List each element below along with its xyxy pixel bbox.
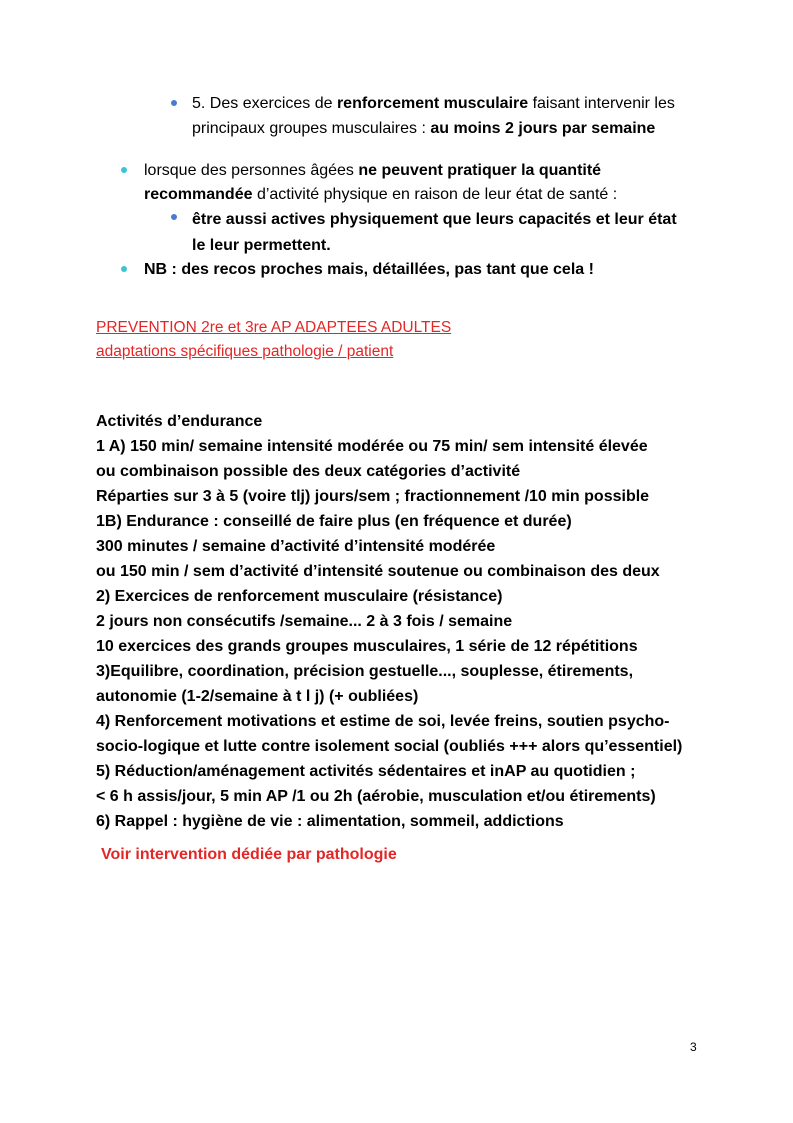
- recommendation-line: < 6 h assis/jour, 5 min AP /1 ou 2h (aérobie, musculation et/ou étirements): [96, 788, 656, 805]
- text-span: principaux groupes musculaires :: [192, 120, 431, 137]
- page-number: 3: [690, 1040, 697, 1054]
- nb-note: NB : des recos proches mais, détaillées, pas tant que cela !: [144, 261, 594, 278]
- bold-text: au moins 2 jours par semaine: [430, 120, 656, 137]
- text-span: lorsque des personnes âgées: [144, 162, 359, 179]
- list-item-strength-line2: [192, 117, 655, 141]
- list-item-elderly-line2: [144, 183, 617, 207]
- sub-item-line2: le leur permettent.: [192, 237, 331, 254]
- list-item-strength-line1: [192, 92, 675, 116]
- recommendation-line: autonomie (1-2/semaine à t l j) (+ oubliées): [96, 688, 419, 705]
- bullet-icon: [121, 167, 127, 173]
- recommendation-line: 4) Renforcement motivations et estime de soi, levée freins, soutien psycho-: [96, 713, 670, 730]
- voir-intervention-note: Voir intervention dédiée par pathologie: [101, 846, 397, 863]
- text-span: d’activité physique en raison de leur état de santé :: [252, 186, 618, 203]
- text-span: faisant intervenir les: [528, 95, 675, 112]
- recommendation-line: Réparties sur 3 à 5 (voire tlj) jours/sem ; fractionnement /10 min possible: [96, 488, 650, 505]
- bold-text: ne peuvent pratiquer la quantité: [358, 162, 602, 179]
- bullet-icon: [171, 214, 177, 220]
- list-item-elderly-line1: [144, 159, 601, 183]
- recommendation-line: 1 A) 150 min/ semaine intensité modérée ou 75 min/ sem intensité élevée: [96, 438, 648, 455]
- recommendation-line: 2) Exercices de renforcement musculaire (résistance): [96, 588, 503, 605]
- recommendation-line: 1B) Endurance : conseillé de faire plus (en fréquence et durée): [96, 513, 572, 530]
- recommendation-line: ou combinaison possible des deux catégories d’activité: [96, 463, 521, 480]
- bullet-icon: [121, 266, 127, 272]
- recommendation-line: 3)Equilibre, coordination, précision gestuelle..., souplesse, étirements,: [96, 663, 634, 680]
- recommendation-line: 6) Rappel : hygiène de vie : alimentation, sommeil, addictions: [96, 813, 564, 830]
- recommendation-line: ou 150 min / sem d’activité d’intensité soutenue ou combinaison des deux: [96, 563, 660, 580]
- recommendation-line: socio-logique et lutte contre isolement social (oubliés +++ alors qu’essentiel): [96, 738, 683, 755]
- bold-text: recommandée: [144, 186, 253, 203]
- bullet-icon: [171, 100, 177, 106]
- text-span: 5. Des exercices de: [192, 95, 337, 112]
- recommendation-line: 2 jours non consécutifs /semaine... 2 à 3 fois / semaine: [96, 613, 513, 630]
- adaptations-link[interactable]: adaptations spécifiques pathologie / patient: [96, 343, 394, 360]
- recommendation-line: 300 minutes / semaine d’activité d’intensité modérée: [96, 538, 496, 555]
- bold-text: renforcement musculaire: [336, 95, 529, 112]
- recommendation-line: Activités d’endurance: [96, 413, 263, 430]
- recommendation-line: 10 exercices des grands groupes musculaires, 1 série de 12 répétitions: [96, 638, 638, 655]
- sub-item-line1: être aussi actives physiquement que leurs capacités et leur état: [192, 211, 677, 228]
- recommendation-line: 5) Réduction/aménagement activités sédentaires et inAP au quotidien ;: [96, 763, 636, 780]
- prevention-link[interactable]: PREVENTION 2re et 3re AP ADAPTEES ADULTES: [96, 319, 452, 336]
